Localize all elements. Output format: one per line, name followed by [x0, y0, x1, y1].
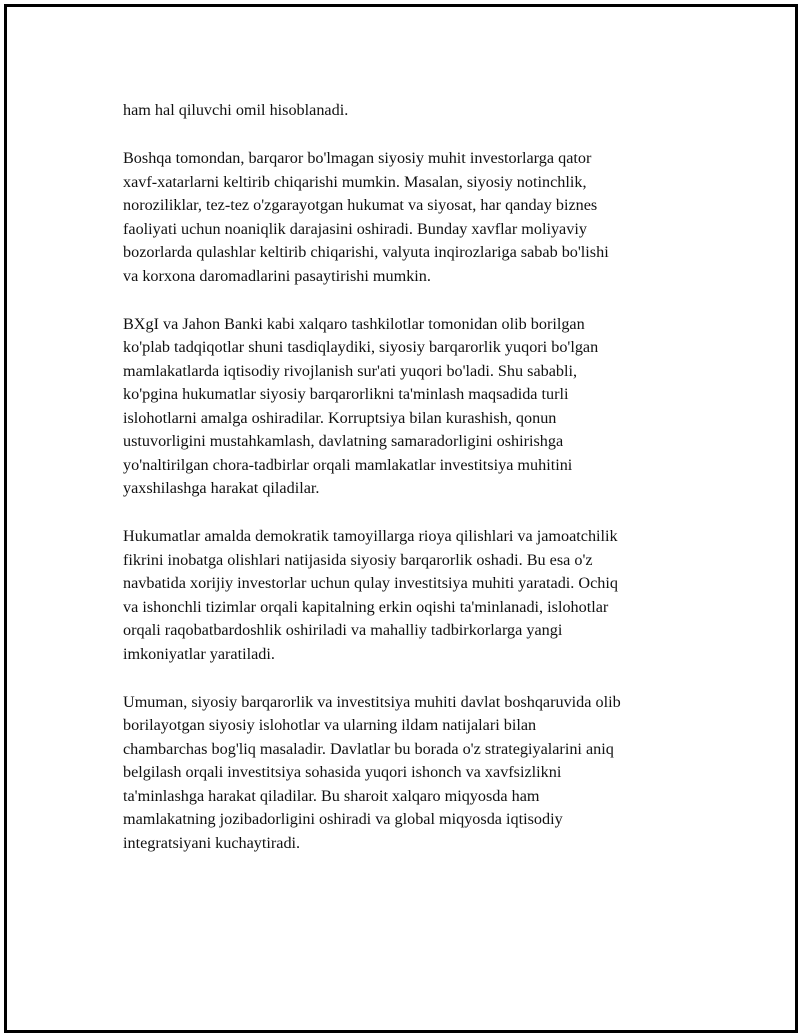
paragraph-line: ham hal qiluvchi omil hisoblanadi.	[123, 101, 349, 119]
paragraph-line: integratsiyani kuchaytiradi.	[123, 833, 301, 852]
paragraph-line: Hukumatlar amalda demokratik tamoyillarga rioya qilishlari va jamoatchilik	[123, 527, 618, 545]
paragraph-line: xavf-xatarlarni keltirib chiqarishi mumkin. Masalan, siyosiy notinchlik,	[123, 172, 587, 191]
paragraph-line: navbatida xorijiy investorlar uchun qulay investitsiya muhiti yaratadi. Ochiq	[123, 574, 618, 592]
paragraph-line: borilayotgan siyosiy islohotlar va ularning ildam natijalari bilan	[123, 716, 537, 734]
paragraph-line: ta'minlashga harakat qiladilar. Bu sharoit xalqaro miqyosda ham	[123, 786, 540, 805]
paragraph-gap	[123, 666, 703, 691]
paragraph-gap	[123, 501, 703, 526]
paragraph-line: ustuvorligini mustahkamlash, davlatning samaradorligini oshirishga	[123, 432, 564, 450]
paragraph-line: belgilash orqali investitsiya sohasida yuqori ishonch va xavfsizlikni	[123, 763, 562, 781]
paragraph-gap	[123, 123, 703, 148]
paragraph-line: mamlakatlarda iqtisodiy rivojlanish sur'ati yuqori bo'ladi. Shu sababli,	[123, 361, 578, 380]
paragraph-line: islohotlarni amalga oshiradilar. Korruptsiya bilan kurashish, qonun	[123, 408, 557, 427]
page-frame	[4, 4, 798, 1033]
paragraph-line: orqali raqobatbardoshlik oshiriladi va mahalliy tadbirkorlarga yangi	[123, 621, 563, 639]
paragraph-1	[123, 99, 703, 123]
paragraph-3	[123, 313, 703, 501]
paragraph-gap	[123, 288, 703, 313]
paragraph-line: bozorlarda qulashlar keltirib chiqarishi, valyuta inqirozlariga sabab bo'lishi	[123, 243, 609, 261]
paragraph-2	[123, 147, 703, 288]
paragraph-line: Umuman, siyosiy barqarorlik va investitsiya muhiti davlat boshqaruvida olib	[123, 692, 621, 711]
paragraph-line: va korxona daromadlarini pasaytirishi mumkin.	[123, 266, 431, 285]
paragraph-line: imkoniyatlar yaratiladi.	[123, 644, 275, 663]
paragraph-line: va ishonchli tizimlar orqali kapitalning erkin oqishi ta'minlanadi, islohotlar	[123, 597, 609, 616]
paragraph-5	[123, 691, 703, 856]
paragraph-line: fikrini inobatga olishlari natijasida siyosiy barqarorlik oshadi. Bu esa o'z	[123, 550, 593, 569]
document-body	[123, 99, 703, 855]
paragraph-line: mamlakatning jozibadorligini oshiradi va global miqyosda iqtisodiy	[123, 810, 563, 828]
paragraph-line: noroziliklar, tez-tez o'zgarayotgan hukumat va siyosat, har qanday biznes	[123, 196, 598, 214]
paragraph-line: faoliyati uchun noaniqlik darajasini oshiradi. Bunday xavflar moliyaviy	[123, 219, 587, 238]
paragraph-line: BXgI va Jahon Banki kabi xalqaro tashkilotlar tomonidan olib borilgan	[123, 314, 585, 333]
paragraph-line: ko'pgina hukumatlar siyosiy barqarorlikni ta'minlash maqsadida turli	[123, 385, 569, 403]
paragraph-line: chambarchas bog'liq masaladir. Davlatlar bu borada o'z strategiyalarini aniq	[123, 739, 614, 758]
paragraph-line: ko'plab tadqiqotlar shuni tasdiqlaydiki, siyosiy barqarorlik yuqori bo'lgan	[123, 338, 599, 356]
paragraph-4	[123, 525, 703, 666]
paragraph-line: yo'naltirilgan chora-tadbirlar orqali mamlakatlar investitsiya muhitini	[123, 455, 573, 474]
paragraph-line: yaxshilashga harakat qiladilar.	[123, 479, 320, 497]
paragraph-line: Boshqa tomondan, barqaror bo'lmagan siyosiy muhit investorlarga qator	[123, 149, 592, 167]
